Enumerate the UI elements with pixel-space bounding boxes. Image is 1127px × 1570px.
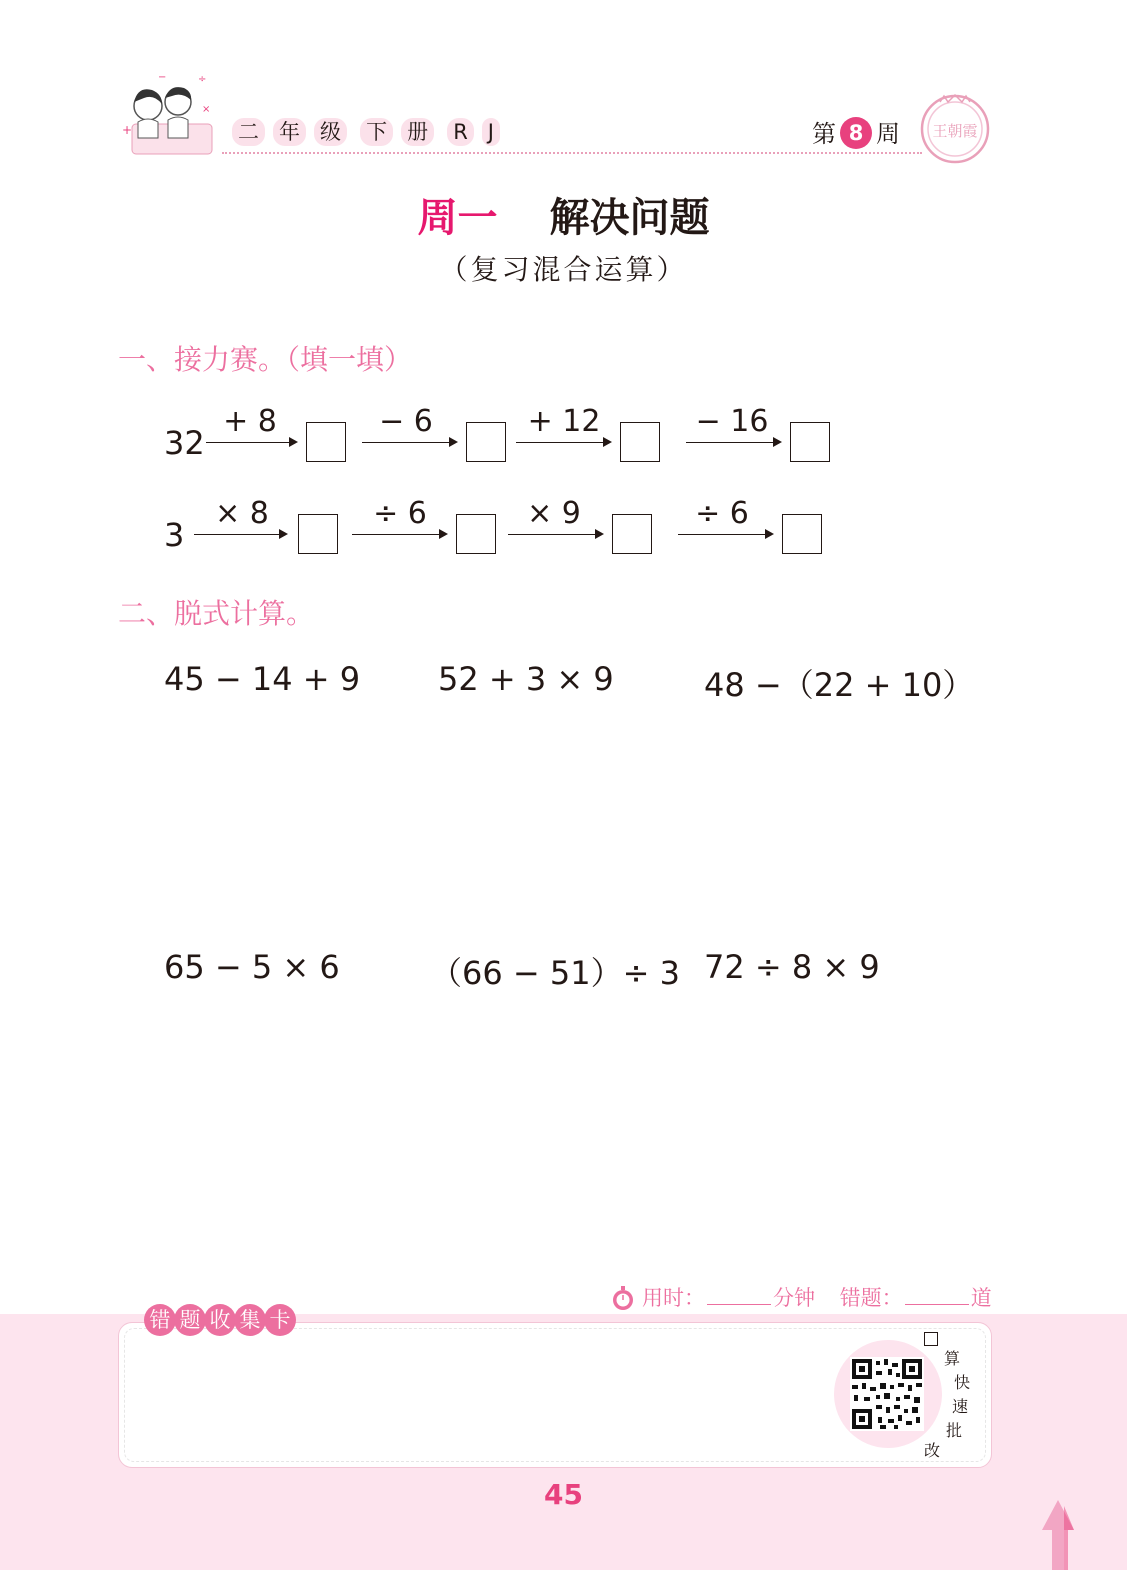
chain-start: 32 <box>164 424 205 462</box>
up-arrow-icon <box>1040 1500 1076 1570</box>
grade-char: 年 <box>273 118 306 146</box>
answer-box[interactable] <box>466 422 506 462</box>
title-topic: 解决问题 <box>549 195 710 241</box>
answer-box[interactable] <box>782 514 822 554</box>
chain-op: ÷ 6 <box>695 496 749 531</box>
arrow <box>352 534 446 535</box>
chain-op: − 16 <box>695 404 769 439</box>
section2-heading: 二、脱式计算。 <box>118 597 315 630</box>
seal-text: 王朝霞 <box>932 122 978 140</box>
kids-illustration-icon <box>118 72 218 160</box>
time-unit: 分钟 <box>773 1286 815 1310</box>
chain-op: × 9 <box>527 496 581 531</box>
arrow <box>516 442 610 443</box>
errors-unit: 道 <box>970 1286 992 1310</box>
time-blank[interactable] <box>707 1304 771 1305</box>
expression: （66 − 51）÷ 3 <box>430 954 680 992</box>
time-label: 用时： <box>642 1286 705 1310</box>
page-subtitle: （复习混合运算） <box>439 253 688 286</box>
answer-box[interactable] <box>790 422 830 462</box>
qr-side-char: 速 <box>952 1397 969 1416</box>
expression: 52 + 3 × 9 <box>438 660 614 698</box>
expression: 48 −（22 + 10） <box>704 666 975 704</box>
arrow <box>206 442 296 443</box>
qr-code-icon[interactable] <box>850 1357 924 1431</box>
answer-box[interactable] <box>298 514 338 554</box>
mistake-card-title <box>144 1304 294 1336</box>
card-title-char: 收 <box>204 1304 236 1336</box>
svg-text:+: + <box>122 123 133 137</box>
svg-text:−: − <box>158 72 167 83</box>
qr-side-char: 改 <box>924 1441 941 1460</box>
page-title <box>0 186 1127 243</box>
week-prefix: 第 <box>812 120 836 148</box>
grade-label <box>232 118 508 146</box>
arrow <box>508 534 602 535</box>
chain-op: × 8 <box>215 496 269 531</box>
chain-op: − 6 <box>379 404 433 439</box>
qr-side-char: 算 <box>944 1349 961 1368</box>
grade-char: 级 <box>314 118 347 146</box>
svg-text:×: × <box>202 104 211 115</box>
stopwatch-icon <box>610 1285 636 1311</box>
arrow <box>194 534 286 535</box>
week-indicator <box>812 114 900 149</box>
week-suffix: 周 <box>876 120 900 148</box>
section1-heading: 一、接力赛。（填一填） <box>118 343 413 376</box>
chain-op: + 8 <box>223 404 277 439</box>
arrow <box>686 442 780 443</box>
answer-box[interactable] <box>306 422 346 462</box>
errors-label: 错题： <box>839 1286 903 1310</box>
relay-chain-1 <box>164 404 864 474</box>
expression: 45 − 14 + 9 <box>164 660 361 698</box>
answer-box[interactable] <box>612 514 652 554</box>
volume-char: 册 <box>401 118 434 146</box>
alarm-clock-icon <box>840 117 872 149</box>
chain-op: + 12 <box>527 404 601 439</box>
arrow <box>678 534 772 535</box>
errors-blank[interactable] <box>905 1304 969 1305</box>
chain-start: 3 <box>164 516 185 554</box>
week-number: 8 <box>848 121 864 145</box>
card-title-char: 题 <box>174 1304 206 1336</box>
grade-char: 二 <box>232 118 265 146</box>
card-title-char: 卡 <box>264 1304 296 1336</box>
time-record <box>610 1282 992 1312</box>
qr-side-char: 批 <box>946 1421 963 1440</box>
answer-box[interactable] <box>620 422 660 462</box>
svg-text:÷: ÷ <box>198 74 207 85</box>
header-divider <box>222 152 922 154</box>
edition-char: R <box>447 118 474 146</box>
arrow <box>362 442 456 443</box>
page-number: 45 <box>544 1478 583 1511</box>
chain-op: ÷ 6 <box>373 496 427 531</box>
relay-chain-2 <box>164 496 864 566</box>
volume-char: 下 <box>360 118 393 146</box>
expression: 72 ÷ 8 × 9 <box>704 948 880 986</box>
qr-side-char: 快 <box>954 1373 971 1392</box>
expression: 65 − 5 × 6 <box>164 948 340 986</box>
scan-corner-icon <box>924 1332 938 1346</box>
answer-box[interactable] <box>456 514 496 554</box>
card-title-char: 集 <box>234 1304 266 1336</box>
edition-char: J <box>482 118 500 146</box>
title-day: 周一 <box>417 195 498 241</box>
card-title-char: 错 <box>144 1304 176 1336</box>
